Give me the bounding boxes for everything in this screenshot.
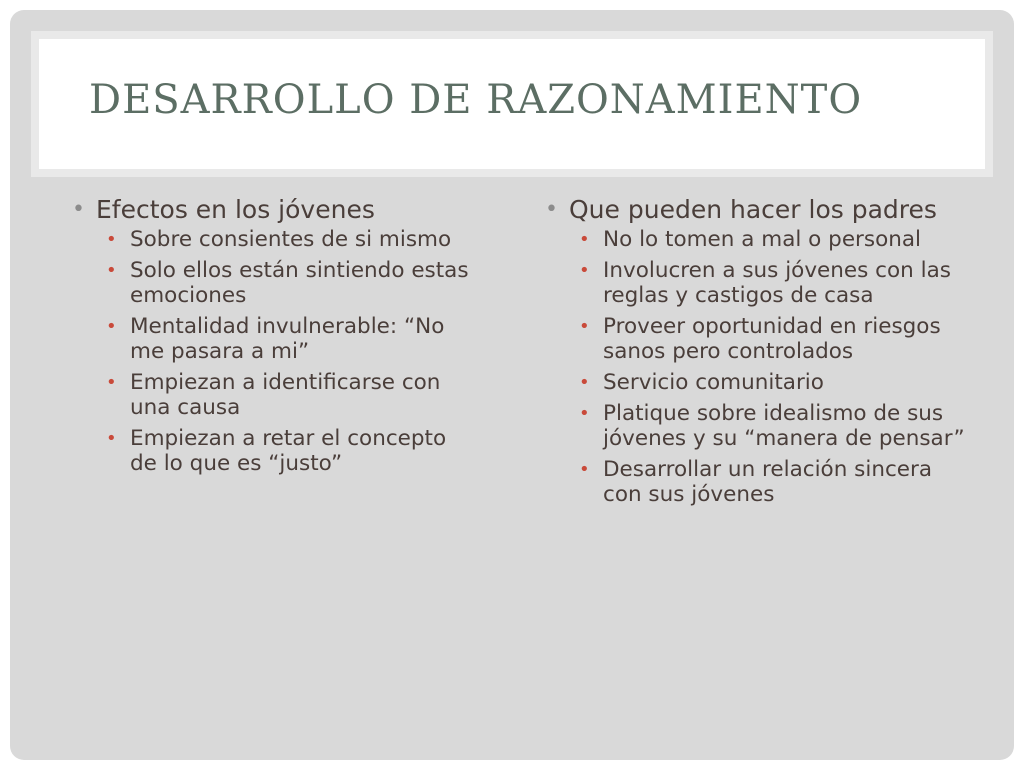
right-list — [545, 227, 965, 507]
list-item-text: Servicio comunitario — [603, 370, 824, 395]
list-item-text: Proveer oportunidad en riesgos sanos pero controlados — [603, 314, 941, 364]
bullet-icon: • — [579, 459, 590, 480]
list-item — [579, 370, 965, 395]
list-item — [106, 227, 472, 252]
title-box — [31, 31, 993, 177]
list-item-text: Sobre consientes de si mismo — [130, 227, 452, 252]
bullet-icon: • — [106, 428, 117, 449]
left-heading — [72, 195, 472, 225]
bullet-icon: • — [72, 197, 85, 222]
list-item — [579, 457, 965, 507]
bullet-icon: • — [545, 197, 558, 222]
list-item — [579, 314, 965, 364]
right-heading — [545, 195, 965, 225]
list-item — [106, 258, 472, 308]
list-item — [579, 401, 965, 451]
list-item — [106, 426, 472, 476]
list-item — [579, 258, 965, 308]
list-item-text: Empiezan a identificarse con una causa — [130, 370, 441, 420]
bullet-icon: • — [106, 260, 117, 281]
bullet-icon: • — [579, 229, 590, 250]
right-column — [545, 195, 965, 513]
list-item-text: Platique sobre idealismo de sus jóvenes y su “manera de pensar” — [603, 401, 965, 451]
bullet-icon: • — [106, 229, 117, 250]
slide-title: DESARROLLO DE RAZONAMIENTO — [89, 77, 863, 123]
slide — [10, 10, 1014, 760]
left-list — [72, 227, 472, 476]
list-item-text: Mentalidad invulnerable: “No me pasara a mi” — [130, 314, 445, 364]
list-item — [106, 314, 472, 364]
list-item-text: Empiezan a retar el concepto de lo que es “justo” — [130, 426, 447, 476]
bullet-icon: • — [579, 372, 590, 393]
right-heading-text: Que pueden hacer los padres — [569, 195, 937, 224]
bullet-icon: • — [106, 316, 117, 337]
bullet-icon: • — [106, 372, 117, 393]
bullet-icon: • — [579, 260, 590, 281]
list-item — [579, 227, 965, 252]
left-heading-text: Efectos en los jóvenes — [96, 195, 375, 224]
list-item-text: Desarrollar un relación sincera con sus jóvenes — [603, 457, 933, 507]
list-item-text: Solo ellos están sintiendo estas emociones — [130, 258, 469, 308]
left-column — [72, 195, 472, 482]
bullet-icon: • — [579, 403, 590, 424]
list-item-text: No lo tomen a mal o personal — [603, 227, 922, 252]
list-item-text: Involucren a sus jóvenes con las reglas y castigos de casa — [603, 258, 951, 308]
list-item — [106, 370, 472, 420]
bullet-icon: • — [579, 316, 590, 337]
